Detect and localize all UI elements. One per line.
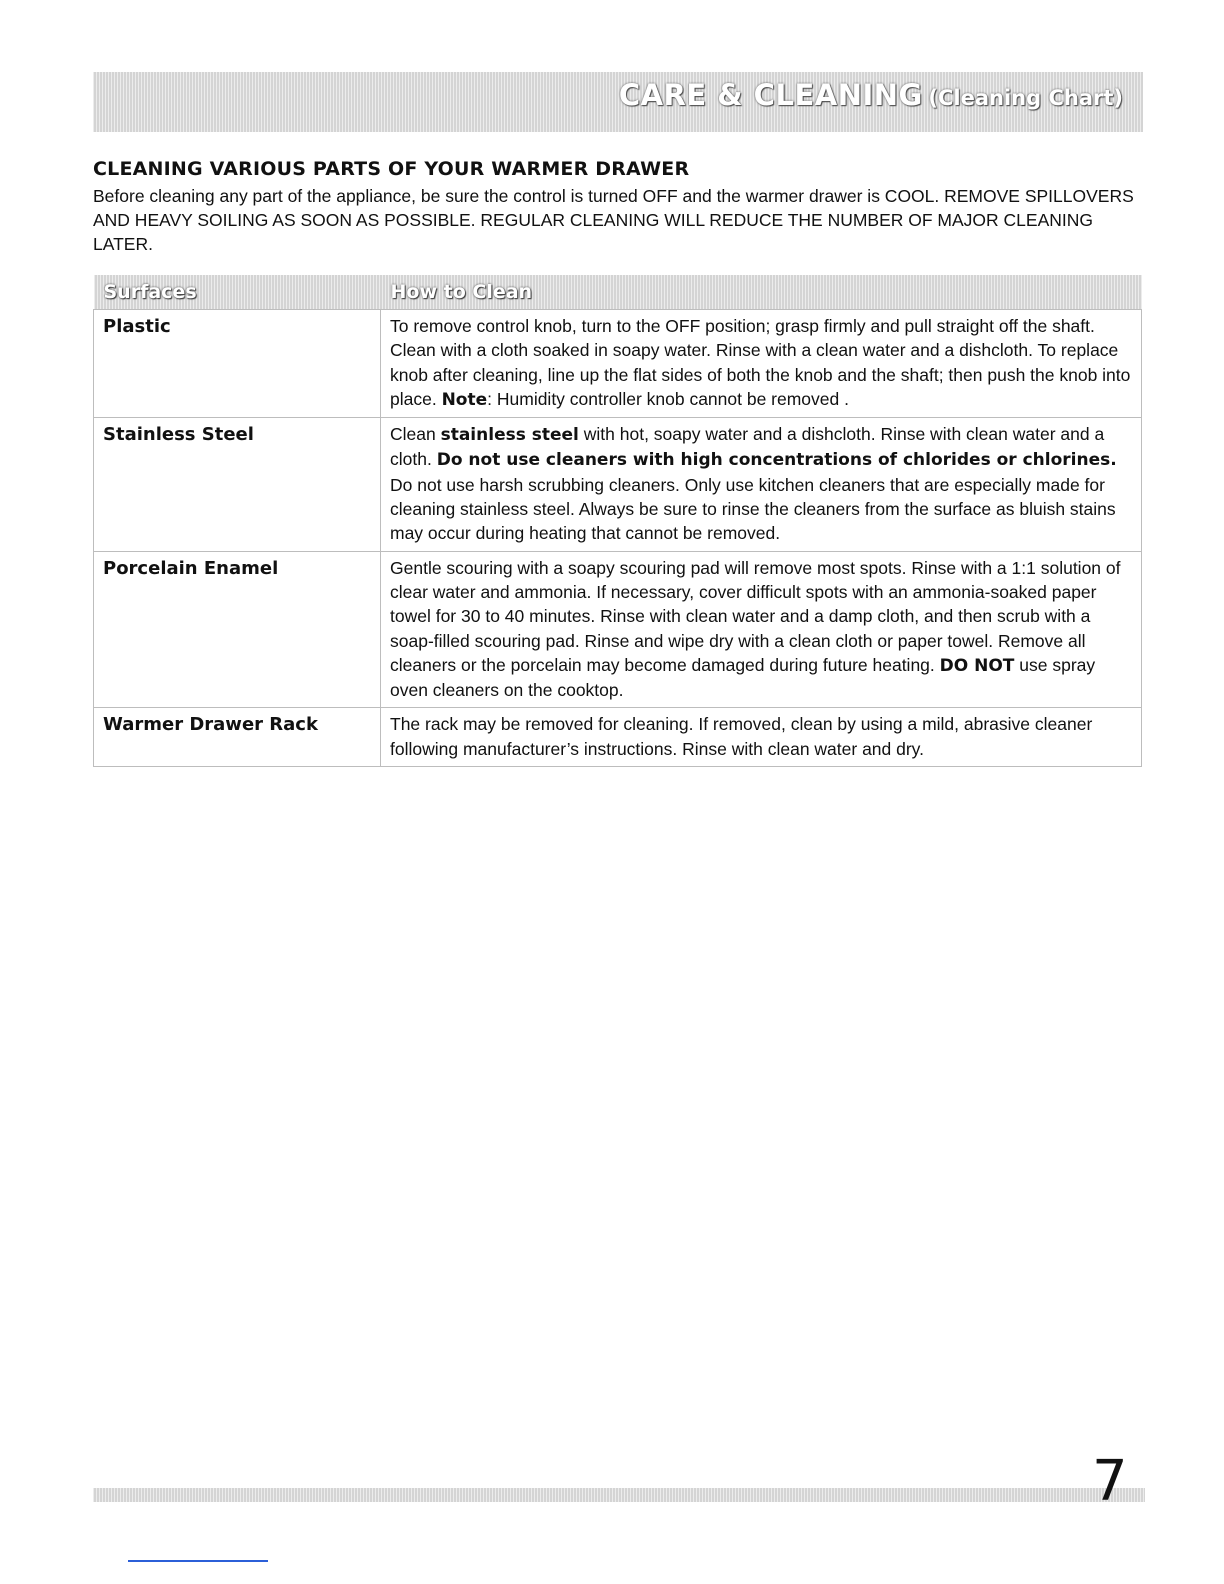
- instruction-emphasis: stainless steel: [440, 425, 579, 446]
- cleaning-instructions: [381, 551, 1142, 708]
- section-banner: [93, 72, 1143, 132]
- instruction-text: : Humidity controller knob cannot be removed .: [487, 388, 849, 409]
- surface-name: Stainless Steel: [94, 418, 381, 551]
- instruction-text: The rack may be removed for cleaning. If removed, clean by using a mild, abrasive cleaner following manufacturer’s instructions. Rinse with clean water and dry.: [390, 714, 1093, 759]
- table-header-row: [94, 275, 1142, 310]
- table-row: [94, 708, 1142, 767]
- cleaning-instructions: [381, 708, 1142, 767]
- bottom-rule: [128, 1560, 268, 1562]
- surface-name: Plastic: [94, 310, 381, 418]
- instruction-text: Do not use harsh scrubbing cleaners. Only use kitchen cleaners that are especially made for cleaning stainless steel. Always be sure to rinse the cleaners from the surface as bluish stains may occur during heating that cannot be removed.: [390, 474, 1116, 544]
- section-heading: CLEANING VARIOUS PARTS OF YOUR WARMER DRAWER: [93, 158, 690, 180]
- intro-paragraph: Before cleaning any part of the appliance, be sure the control is turned OFF and the warmer drawer is COOL. REMOVE SPILLOVERS AND HEAVY SOILING AS SOON AS POSSIBLE. REGULAR CLEANING WILL REDUCE THE NUMBER OF MAJOR CLEANING LATER.: [93, 186, 1134, 254]
- banner-title-main: CARE & CLEANING: [618, 78, 923, 112]
- banner-title-sub: (Cleaning Chart): [928, 86, 1123, 110]
- cleaning-instructions: [381, 310, 1142, 418]
- banner-title: [619, 78, 1123, 112]
- page-number: 7: [1092, 1449, 1128, 1514]
- surface-name: Warmer Drawer Rack: [94, 708, 381, 767]
- instruction-text: To remove control knob, turn to the OFF position; grasp firmly and pull straight off the shaft. Clean with a cloth soaked in soapy water. Rinse with a clean water and a dishcloth. To replace knob after cleaning, line up the flat sides of both the knob and the shaft; then push the knob into place.: [390, 316, 1131, 409]
- cleaning-chart-table: [93, 275, 1142, 767]
- instruction-emphasis: DO NOT: [939, 655, 1015, 676]
- footer-bar: [93, 1488, 1145, 1502]
- instruction-text: with hot, soapy water and a dishcloth. Rinse with clean water and a cloth.: [390, 424, 1105, 470]
- instruction-warning: Do not use cleaners with high concentrations of chlorides or chlorines.: [436, 450, 1117, 471]
- instruction-text: use spray oven cleaners on the cooktop.: [390, 654, 1096, 701]
- cleaning-instructions: [381, 418, 1142, 551]
- header-how-to-clean: How to Clean: [390, 281, 533, 303]
- instruction-text: Gentle scouring with a soapy scouring pad will remove most spots. Rinse with a 1:1 solution of clear water and ammonia. If necessary, cover difficult spots with an ammonia-soaked paper towel for 30 to 40 minutes. Rinse with clean water and a damp cloth, and then scrub with a soap-filled scouring pad. Rinse and wipe dry with a clean cloth or paper towel. Remove all cleaners or the porcelain may become damaged during future heating.: [390, 557, 1121, 675]
- table-row: [94, 310, 1142, 418]
- header-surfaces: Surfaces: [103, 281, 197, 303]
- instruction-emphasis: Note: [441, 389, 488, 410]
- surface-name: Porcelain Enamel: [94, 551, 381, 708]
- table-row: [94, 551, 1142, 708]
- table-row: [94, 418, 1142, 551]
- instruction-text: Clean: [390, 424, 441, 445]
